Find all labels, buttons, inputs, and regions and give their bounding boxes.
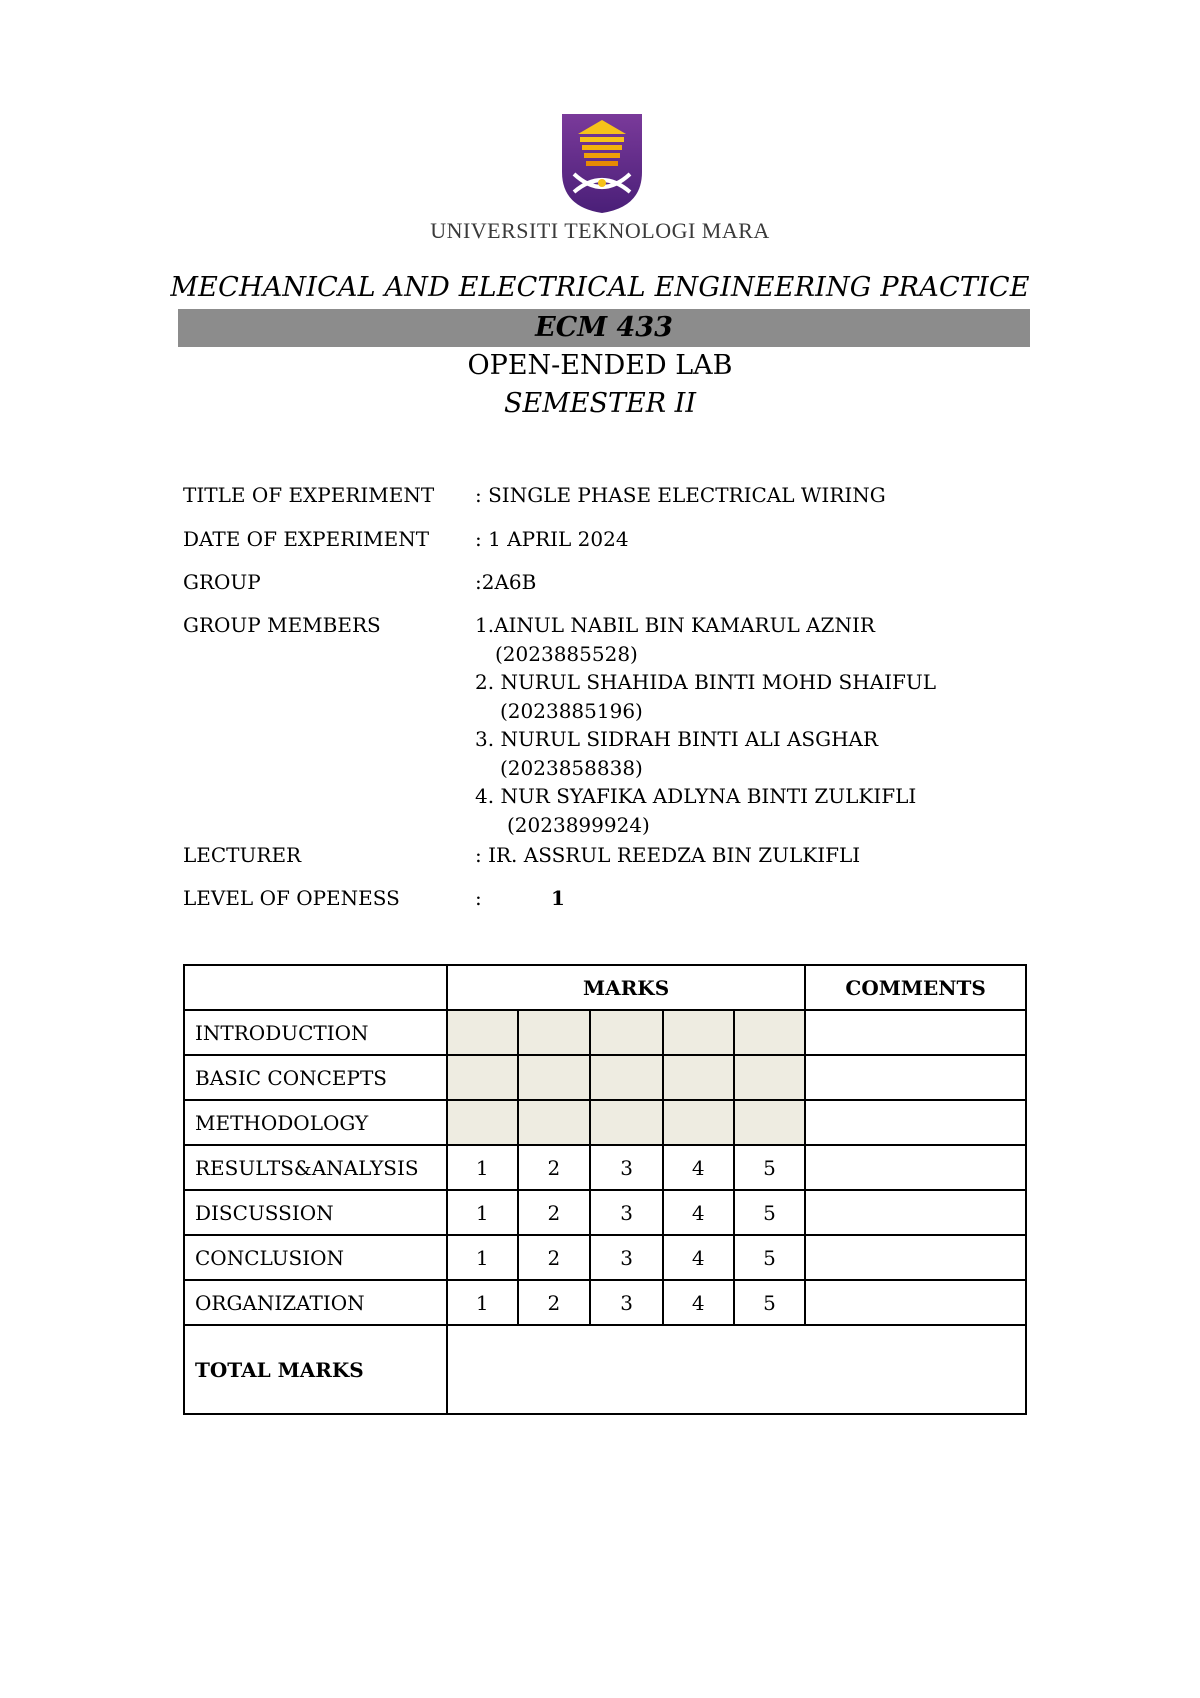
- comment-cell[interactable]: [805, 1190, 1026, 1235]
- table-row: [184, 1100, 1026, 1145]
- criterion-label: METHODOLOGY: [184, 1100, 447, 1145]
- shaded-cell: [447, 1010, 518, 1055]
- score-option[interactable]: 1: [447, 1235, 518, 1280]
- date-label: DATE OF EXPERIMENT: [183, 527, 430, 551]
- shaded-cell: [590, 1100, 663, 1145]
- member-name: 1.AINUL NABIL BIN KAMARUL AZNIR: [475, 613, 875, 637]
- openness-colon: :: [475, 886, 482, 910]
- table-row: [184, 1055, 1026, 1100]
- score-option[interactable]: 2: [518, 1190, 591, 1235]
- openness-value: 1: [551, 886, 565, 910]
- member-id: (2023885528): [495, 642, 638, 666]
- shaded-cell: [663, 1010, 734, 1055]
- score-option[interactable]: 4: [663, 1235, 734, 1280]
- lab-type: OPEN-ENDED LAB: [467, 350, 733, 381]
- table-row: [184, 1010, 1026, 1055]
- score-option[interactable]: 5: [734, 1235, 806, 1280]
- score-option[interactable]: 3: [590, 1190, 663, 1235]
- score-option[interactable]: 3: [590, 1145, 663, 1190]
- total-marks-cell[interactable]: [447, 1325, 1026, 1414]
- member-name: 2. NURUL SHAHIDA BINTI MOHD SHAIFUL: [475, 670, 937, 694]
- shaded-cell: [518, 1010, 591, 1055]
- comment-cell[interactable]: [805, 1235, 1026, 1280]
- comment-cell[interactable]: [805, 1055, 1026, 1100]
- empty-header-cell: [184, 965, 447, 1010]
- criterion-label: CONCLUSION: [184, 1235, 447, 1280]
- score-option[interactable]: 2: [518, 1145, 591, 1190]
- members-label: GROUP MEMBERS: [183, 613, 381, 637]
- criterion-label: BASIC CONCEPTS: [184, 1055, 447, 1100]
- score-option[interactable]: 1: [447, 1145, 518, 1190]
- score-option[interactable]: 2: [518, 1235, 591, 1280]
- score-option[interactable]: 2: [518, 1280, 591, 1325]
- score-option[interactable]: 1: [447, 1190, 518, 1235]
- comment-cell[interactable]: [805, 1280, 1026, 1325]
- score-option[interactable]: 4: [663, 1145, 734, 1190]
- criterion-label: RESULTS&ANALYSIS: [184, 1145, 447, 1190]
- shaded-cell: [447, 1055, 518, 1100]
- shaded-cell: [734, 1100, 806, 1145]
- score-option[interactable]: 3: [590, 1280, 663, 1325]
- member-id: (2023858838): [500, 756, 643, 780]
- university-name: UNIVERSITI TEKNOLOGI MARA: [430, 218, 770, 243]
- marks-table: [183, 964, 1027, 1415]
- date-value: : 1 APRIL 2024: [475, 527, 629, 551]
- member-name: 3. NURUL SIDRAH BINTI ALI ASGHAR: [475, 727, 879, 751]
- shaded-cell: [734, 1055, 806, 1100]
- table-row: [184, 1235, 1026, 1280]
- shaded-cell: [734, 1010, 806, 1055]
- group-label: GROUP: [183, 570, 261, 594]
- shaded-cell: [663, 1055, 734, 1100]
- shaded-cell: [518, 1100, 591, 1145]
- criterion-label: INTRODUCTION: [184, 1010, 447, 1055]
- total-row: [184, 1325, 1026, 1414]
- group-value: :2A6B: [475, 570, 537, 594]
- table-row: [184, 1280, 1026, 1325]
- table-row: [184, 1190, 1026, 1235]
- lecturer-label: LECTURER: [183, 843, 302, 867]
- shaded-cell: [518, 1055, 591, 1100]
- score-option[interactable]: 4: [663, 1190, 734, 1235]
- table-row: [184, 1145, 1026, 1190]
- lecturer-value: : IR. ASSRUL REEDZA BIN ZULKIFLI: [475, 843, 861, 867]
- criterion-label: DISCUSSION: [184, 1190, 447, 1235]
- comment-cell[interactable]: [805, 1100, 1026, 1145]
- course-code-bar: [178, 309, 1030, 347]
- comment-cell[interactable]: [805, 1010, 1026, 1055]
- shaded-cell: [663, 1100, 734, 1145]
- score-option[interactable]: 3: [590, 1235, 663, 1280]
- title-label: TITLE OF EXPERIMENT: [183, 483, 435, 507]
- criterion-label: ORGANIZATION: [184, 1280, 447, 1325]
- shaded-cell: [447, 1100, 518, 1145]
- member-name: 4. NUR SYAFIKA ADLYNA BINTI ZULKIFLI: [475, 784, 917, 808]
- semester: SEMESTER II: [503, 388, 697, 419]
- score-option[interactable]: 1: [447, 1280, 518, 1325]
- title-value: : SINGLE PHASE ELECTRICAL WIRING: [475, 483, 886, 507]
- table-header-row: [184, 965, 1026, 1010]
- score-option[interactable]: 4: [663, 1280, 734, 1325]
- score-option[interactable]: 5: [734, 1280, 806, 1325]
- openness-label: LEVEL OF OPENESS: [183, 886, 400, 910]
- comment-cell[interactable]: [805, 1145, 1026, 1190]
- course-code: ECM 433: [535, 312, 673, 343]
- total-marks-label: TOTAL MARKS: [184, 1325, 447, 1414]
- shaded-cell: [590, 1010, 663, 1055]
- marks-header: MARKS: [447, 965, 805, 1010]
- shaded-cell: [590, 1055, 663, 1100]
- uitm-crest-logo: [560, 112, 644, 215]
- course-title: MECHANICAL AND ELECTRICAL ENGINEERING PRACTICE: [170, 272, 1030, 303]
- member-id: (2023885196): [500, 699, 643, 723]
- score-option[interactable]: 5: [734, 1145, 806, 1190]
- comments-header: COMMENTS: [805, 965, 1026, 1010]
- score-option[interactable]: 5: [734, 1190, 806, 1235]
- member-id: (2023899924): [507, 813, 650, 837]
